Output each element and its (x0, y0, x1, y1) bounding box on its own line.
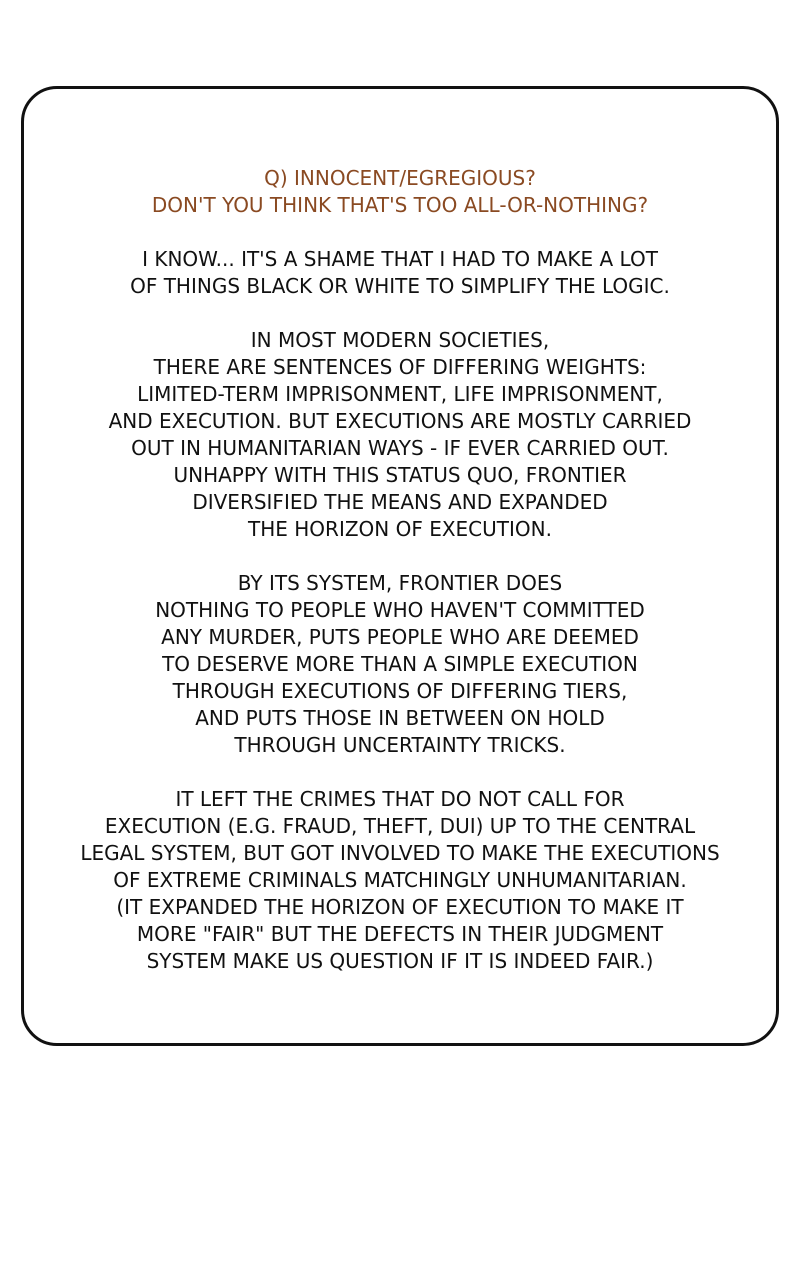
answer-line: OF THINGS BLACK OR WHITE TO SIMPLIFY THE LOGIC. (130, 274, 670, 298)
answer-line: AND EXECUTION. BUT EXECUTIONS ARE MOSTLY CARRIED (108, 409, 692, 433)
answer-line: ANY MURDER, PUTS PEOPLE WHO ARE DEEMED (161, 625, 639, 649)
answer-line: IT LEFT THE CRIMES THAT DO NOT CALL FOR (175, 787, 625, 811)
answer-line: I KNOW... IT'S A SHAME THAT I HAD TO MAKE A LOT (142, 247, 658, 271)
answer-line: LIMITED-TERM IMPRISONMENT, LIFE IMPRISONMENT, (137, 382, 663, 406)
answer-line: THROUGH UNCERTAINTY TRICKS. (234, 733, 566, 757)
answer-line: OUT IN HUMANITARIAN WAYS - IF EVER CARRIED OUT. (131, 436, 669, 460)
answer-line: LEGAL SYSTEM, BUT GOT INVOLVED TO MAKE THE EXECUTIONS (80, 841, 720, 865)
answer-line: UNHAPPY WITH THIS STATUS QUO, FRONTIER (173, 463, 627, 487)
answer-line: AND PUTS THOSE IN BETWEEN ON HOLD (195, 706, 605, 730)
question-line: Q) INNOCENT/EGREGIOUS? (264, 166, 536, 190)
answer-line: EXECUTION (E.G. FRAUD, THEFT, DUI) UP TO THE CENTRAL (104, 814, 696, 838)
answer-line: TO DESERVE MORE THAN A SIMPLE EXECUTION (162, 652, 638, 676)
answer-line: SYSTEM MAKE US QUESTION IF IT IS INDEED FAIR.) (146, 949, 654, 973)
answer-line: DIVERSIFIED THE MEANS AND EXPANDED (192, 490, 608, 514)
answer-line: IN MOST MODERN SOCIETIES, (250, 328, 550, 352)
question-line: DON'T YOU THINK THAT'S TOO ALL-OR-NOTHING? (151, 193, 649, 217)
answer-line: THROUGH EXECUTIONS OF DIFFERING TIERS, (172, 679, 628, 703)
answer-line: OF EXTREME CRIMINALS MATCHINGLY UNHUMANITARIAN. (113, 868, 687, 892)
answer-line: MORE "FAIR" BUT THE DEFECTS IN THEIR JUDGMENT (136, 922, 664, 946)
answer-line: THERE ARE SENTENCES OF DIFFERING WEIGHTS: (153, 355, 647, 379)
answer-line: BY ITS SYSTEM, FRONTIER DOES (237, 571, 563, 595)
answer-line: (IT EXPANDED THE HORIZON OF EXECUTION TO MAKE IT (116, 895, 684, 919)
answer-line: NOTHING TO PEOPLE WHO HAVEN'T COMMITTED (155, 598, 645, 622)
answer-line: THE HORIZON OF EXECUTION. (248, 517, 552, 541)
